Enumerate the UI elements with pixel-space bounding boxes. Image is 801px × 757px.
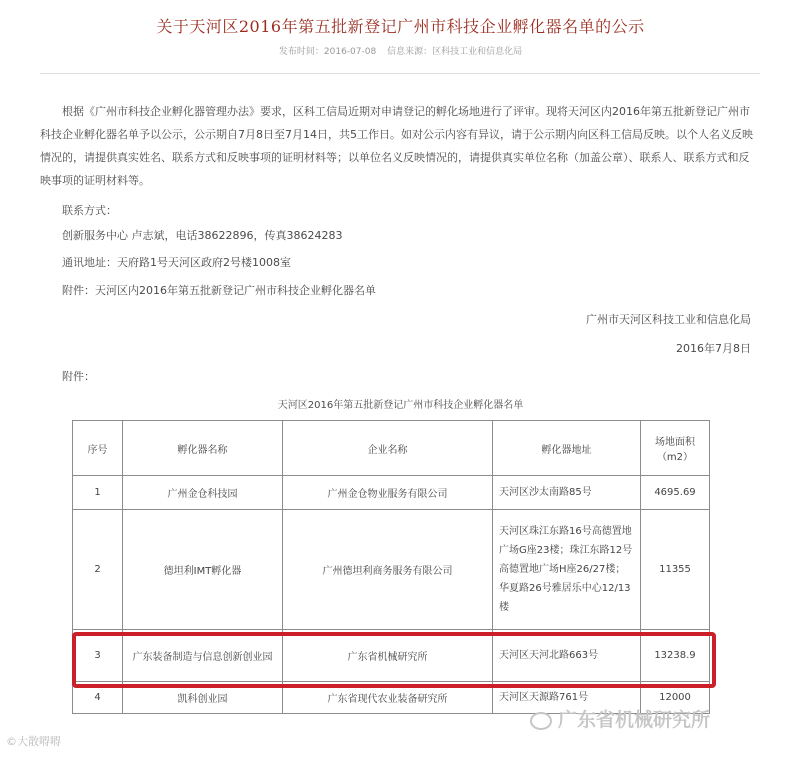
row-address: 天河区珠江东路16号高德置地广场G座23楼；珠江东路12号高德置地广场H座26/27楼；华夏路26号雅居乐中心12/13楼 bbox=[493, 510, 641, 630]
publish-time: 发布时间：2016-07-08 bbox=[278, 47, 377, 57]
watermark-left: ©大散嘚嘚 bbox=[6, 735, 61, 748]
header-name: 孵化器名称 bbox=[123, 421, 283, 476]
row-area: 4695.69 bbox=[641, 476, 710, 510]
row-address: 天河区沙太南路85号 bbox=[493, 476, 641, 510]
row-area: 11355 bbox=[641, 510, 710, 630]
row-no: 3 bbox=[73, 630, 123, 682]
row-address: 天河区天河北路663号 bbox=[493, 630, 641, 682]
article-title: 关于天河区2016年第五批新登记广州市科技企业孵化器名单的公示 bbox=[156, 17, 645, 36]
table-row bbox=[73, 510, 710, 630]
row-no: 2 bbox=[73, 510, 123, 630]
address-line: 通讯地址：天府路1号天河区政府2号楼1008室 bbox=[62, 256, 291, 269]
header-area: 场地面积（m2） bbox=[641, 421, 710, 476]
header-company: 企业名称 bbox=[283, 421, 493, 476]
table-title: 天河区2016年第五批新登记广州市科技企业孵化器名单 bbox=[277, 400, 524, 411]
row-company: 广州金仓物业服务有限公司 bbox=[283, 476, 493, 510]
row-area: 12000 bbox=[641, 682, 710, 714]
row-address: 天河区天源路761号 bbox=[493, 682, 641, 714]
row-area: 13238.9 bbox=[641, 630, 710, 682]
wechat-icon bbox=[530, 712, 552, 730]
row-name: 广州金仓科技园 bbox=[123, 476, 283, 510]
watermark-right-text: 广东省机械研究所 bbox=[558, 709, 711, 731]
header-address: 孵化器地址 bbox=[493, 421, 641, 476]
attachment-label: 附件： bbox=[62, 370, 95, 383]
row-no: 4 bbox=[73, 682, 123, 714]
row-company: 广东省机械研究所 bbox=[283, 630, 493, 682]
signature-date: 2016年7月8日 bbox=[676, 342, 751, 355]
divider bbox=[40, 73, 760, 74]
contact-heading: 联系方式： bbox=[62, 204, 117, 217]
article-source: 信息来源：区科技工业和信息化局 bbox=[387, 47, 523, 57]
row-no: 1 bbox=[73, 476, 123, 510]
contact-line: 创新服务中心 卢志斌，电话38622896，传真38624283 bbox=[62, 229, 343, 242]
row-company: 广州德坦利商务服务有限公司 bbox=[283, 510, 493, 630]
attachment-link[interactable]: 附件：天河区内2016年第五批新登记广州市科技企业孵化器名单 bbox=[62, 284, 376, 297]
watermark-right bbox=[530, 705, 710, 732]
row-name: 广东装备制造与信息创新创业园 bbox=[123, 630, 283, 682]
table-row bbox=[73, 476, 710, 510]
row-name: 凯科创业园 bbox=[123, 682, 283, 714]
signature-org: 广州市天河区科技工业和信息化局 bbox=[586, 313, 751, 326]
table-header-row bbox=[73, 421, 710, 476]
header-no: 序号 bbox=[73, 421, 123, 476]
article-body: 根据《广州市科技企业孵化器管理办法》要求，区科工信局近期对申请登记的孵化场地进行了评审。现将天河区内2016年第五批新登记广州市科技企业孵化器名单予以公示，公示期自7月8日至7月14日，共5工作日。如对公示内容有异议，请于公示期内向区科工信局反映。以个人名义反映情况的，请提供真实姓名、联系方式和反映事项的证明材料等；以单位名义反映情况的，请提供真实单位名称（加盖公章）、联系人、联系方式和反映事项的证明材料等。 bbox=[40, 105, 753, 187]
highlight-box bbox=[72, 632, 716, 688]
row-company: 广东省现代农业装备研究所 bbox=[283, 682, 493, 714]
article-meta bbox=[0, 44, 801, 57]
row-name: 德坦利IMT孵化器 bbox=[123, 510, 283, 630]
